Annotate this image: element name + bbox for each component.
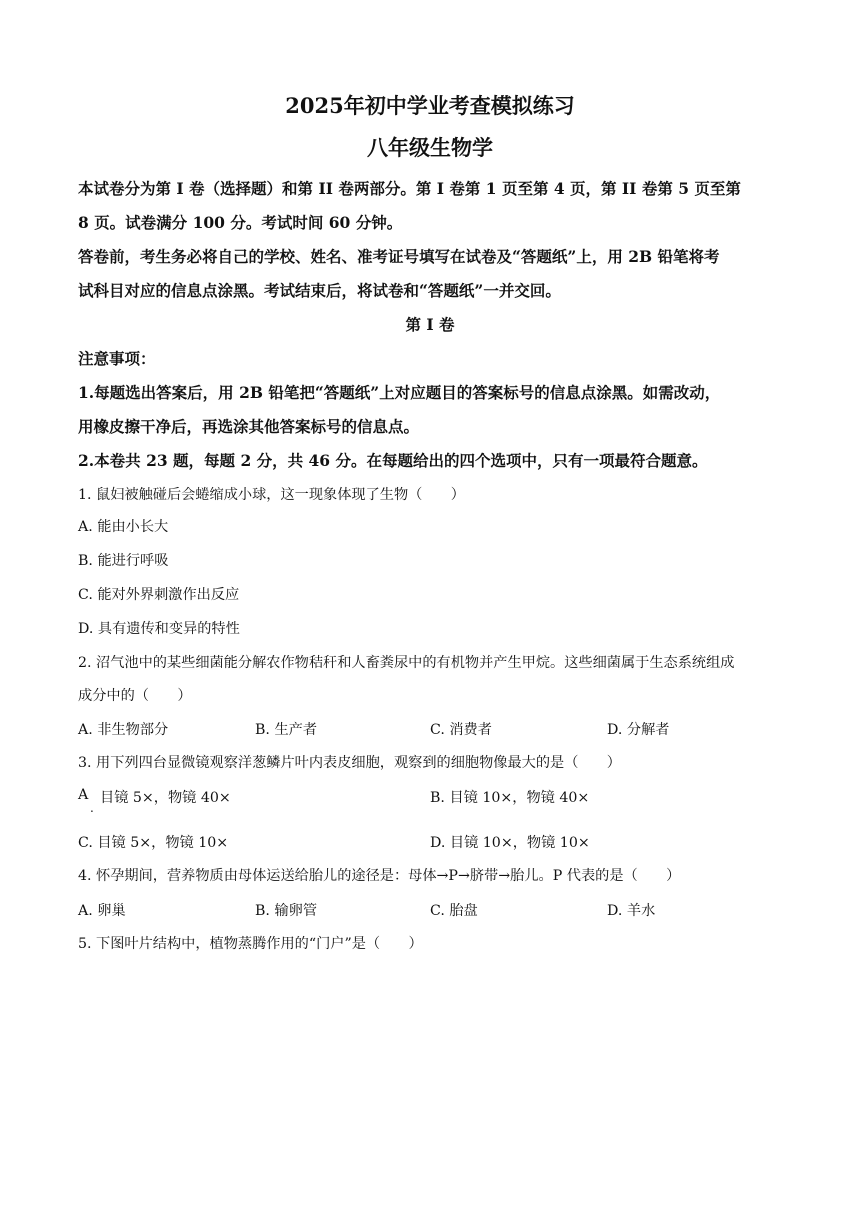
question-2-option-a: A. 非生物部分 [78,722,169,738]
note-1-line-1: 1.每题选出答案后，用 2B 铅笔把“答题纸”上对应题目的答案标号的信息点涂黑。如需改动， [78,383,721,402]
question-4-option-c: C. 胎盘 [430,903,478,919]
question-4-option-b: B. 输卵管 [255,903,318,919]
question-5-stem: 5. 下图叶片结构中，植物蒸腾作用的“门户”是（ ） [78,936,423,952]
notes-title: 注意事项： [78,349,156,368]
question-3-stem: 3. 用下列四台显微镜观察洋葱鳞片叶内表皮细胞，观察到的细胞物像最大的是（ ） [78,755,621,771]
question-3-option-a-text: 目镜 5×，物镜 40× [100,790,231,806]
exam-title: 2025年初中学业考查模拟练习 [285,93,575,118]
note-2: 2.本卷共 23 题，每题 2 分，共 46 分。在每题给出的四个选项中，只有一项最符合题意。 [78,451,708,470]
question-4-option-a: A. 卵巢 [78,903,126,919]
question-2-option-d: D. 分解者 [607,722,670,738]
section-title: 第 I 卷 [405,315,455,334]
question-3-option-c: C. 目镜 5×，物镜 10× [78,835,229,851]
exam-subtitle: 八年级生物学 [367,135,493,160]
intro-paragraph-1-line-1: 本试卷分为第 I 卷（选择题）和第 II 卷两部分。第 I 卷第 1 页至第 4 页，第 II 卷第 5 页至第 [78,179,741,198]
question-1-option-b: B. 能进行呼吸 [78,553,169,569]
intro-paragraph-1-line-2: 8 页。试卷满分 100 分。考试时间 60 分钟。 [78,213,403,232]
question-2-stem-line-1: 2. 沼气池中的某些细菌能分解农作物秸秆和人畜粪尿中的有机物并产生甲烷。这些细菌属于生态系统组成 [78,655,735,671]
question-3-option-d: D. 目镜 10×，物镜 10× [430,835,590,851]
intro-paragraph-2-line-2: 试科目对应的信息点涂黑。考试结束后，将试卷和“答题纸”一并交回。 [78,281,561,300]
intro-paragraph-2-line-1: 答卷前，考生务必将自己的学校、姓名、准考证号填写在试卷及“答题纸”上，用 2B 铅笔将考 [78,247,720,266]
question-3-option-a-letter: A [78,787,89,803]
question-4-option-d: D. 羊水 [607,903,656,919]
question-3-option-a-dot: . [90,801,94,815]
question-1-option-c: C. 能对外界刺激作出反应 [78,587,240,603]
question-2-option-c: C. 消费者 [430,722,492,738]
question-2-option-b: B. 生产者 [255,722,318,738]
question-4-stem: 4. 怀孕期间，营养物质由母体运送给胎儿的途径是：母体→P→脐带→胎儿。P 代表的是（ ） [78,868,681,884]
question-2-stem-line-2: 成分中的（ ） [78,688,192,704]
question-1-option-a: A. 能由小长大 [78,519,169,535]
question-3-option-b: B. 目镜 10×，物镜 40× [430,790,590,806]
question-1-stem: 1. 鼠妇被触碰后会蜷缩成小球，这一现象体现了生物（ ） [78,487,465,503]
question-1-option-d: D. 具有遗传和变异的特性 [78,621,240,637]
note-1-line-2: 用橡皮擦干净后，再选涂其他答案标号的信息点。 [78,417,420,436]
